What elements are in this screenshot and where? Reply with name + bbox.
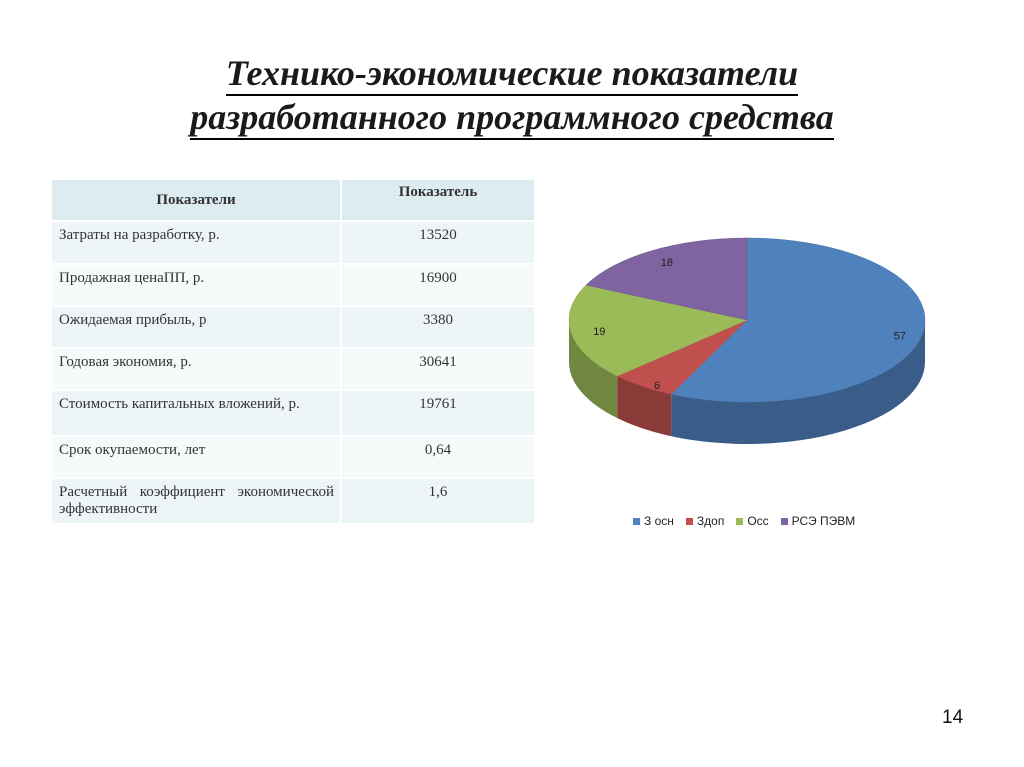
slide-title-line-2: разработанного программного средства [190, 96, 833, 140]
pie-data-label: 19 [593, 325, 606, 338]
pie-data-label: 57 [893, 330, 906, 343]
table-row [51, 478, 535, 524]
table-row [51, 348, 535, 390]
table-header-row [51, 179, 535, 221]
row-value: 16900 [341, 264, 535, 306]
table-row [51, 390, 535, 436]
legend-item [781, 514, 856, 528]
page-number: 14 [942, 707, 964, 728]
slide-title [0, 52, 1024, 140]
slide-title-line-1: Технико-экономические показатели [226, 52, 798, 96]
legend-label: Здоп [696, 514, 725, 528]
pie-data-label: 6 [653, 380, 661, 393]
legend-swatch [781, 518, 788, 525]
table-row [51, 221, 535, 264]
table-row [51, 306, 535, 348]
chart-legend [633, 514, 867, 528]
row-name: Срок окупаемости, лет [51, 436, 341, 478]
legend-label: З осн [644, 514, 674, 528]
row-name: Стоимость капитальных вложений, р. [51, 390, 341, 436]
row-name: Ожидаемая прибыль, р [51, 306, 341, 348]
legend-label: РСЭ ПЭВМ [791, 514, 856, 528]
row-value: 1,6 [341, 478, 535, 524]
row-value: 13520 [341, 221, 535, 264]
row-name: Расчетный коэффициент экономической эффективности [51, 478, 341, 524]
table-row [51, 264, 535, 306]
table-row [51, 436, 535, 478]
row-name: Затраты на разработку, р. [51, 221, 341, 264]
legend-swatch [633, 518, 640, 525]
legend-item [633, 514, 674, 528]
row-value: 0,64 [341, 436, 535, 478]
row-value: 19761 [341, 390, 535, 436]
legend-label: Осс [747, 514, 769, 528]
legend-swatch [686, 518, 693, 525]
indicators-table [50, 178, 536, 525]
legend-swatch [736, 518, 743, 525]
row-value: 30641 [341, 348, 535, 390]
legend-item [686, 514, 724, 528]
row-value: 3380 [341, 306, 535, 348]
pie-chart [540, 220, 940, 460]
row-name: Продажная ценаПП, р. [51, 264, 341, 306]
row-name: Годовая экономия, р. [51, 348, 341, 390]
legend-item [736, 514, 768, 528]
header-indicator: Показатель [341, 179, 535, 221]
pie-data-label: 18 [660, 256, 674, 269]
header-indicators: Показатели [51, 179, 341, 221]
